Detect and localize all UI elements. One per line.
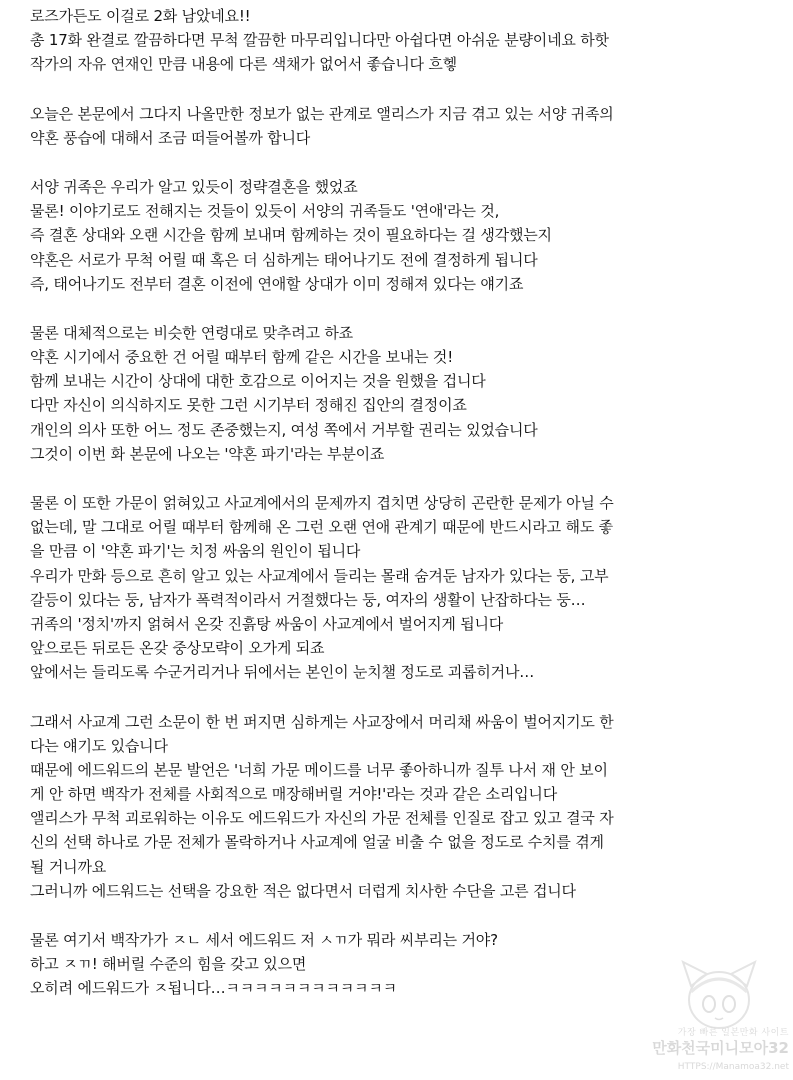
text-line: 귀족의 '정치'까지 얽혀서 온갖 진흙탕 싸움이 사교계에서 벌어지게 됩니다	[30, 614, 504, 633]
text-line: 을 만큼 이 '약혼 파기'는 치정 싸움의 원인이 됩니다	[30, 542, 361, 561]
mascot-girl-icon	[677, 956, 761, 1036]
text-line: 앨리스가 무척 괴로워하는 이유도 에드워드가 자신의 가문 전체를 인질로 잡고 있고 결국 자	[30, 809, 614, 828]
paragraph-engagement-break	[30, 491, 790, 685]
text-line: 즉 결혼 상대와 오랜 시간을 함께 보내며 함께하는 것이 필요하다는 걸 생각했는지	[30, 226, 552, 245]
text-line: 우리가 만화 등으로 흔히 알고 있는 사교계에서 들리는 몰래 숨겨둔 남자가 있다는 둥, 고부	[30, 566, 609, 585]
text-line: 총 17화 완결로 깔끔하다면 무척 깔끔한 마무리입니다만 아쉽다면 아쉬운 분량이네요 하핫	[30, 31, 609, 50]
watermark-tagline: 가장 빠른 일본만화 사이트	[677, 1028, 789, 1038]
text-line: 앞으로든 뒤로든 온갖 중상모략이 오가게 되죠	[30, 639, 325, 658]
text-line: 다는 얘기도 있습니다	[30, 736, 168, 755]
text-line: 때문에 에드워드의 본문 발언은 '너희 가문 메이드를 너무 좋아하니까 질투 나서 재 안 보이	[30, 760, 608, 779]
text-line: 약혼 시기에서 중요한 건 어릴 때부터 함께 같은 시간을 보내는 것!	[30, 348, 454, 367]
text-line: 신의 선택 하나로 가문 전체가 몰락하거나 사교계에 얼굴 비출 수 없을 정도로 수치를 겪게	[30, 833, 604, 852]
text-line: 즉, 태어나기도 전부터 결혼 이전에 연애할 상대가 이미 정해져 있다는 얘기죠	[30, 274, 524, 293]
text-line: 함께 보내는 시간이 상대에 대한 호감으로 이어지는 것을 원했을 겁니다	[30, 372, 486, 391]
text-line: 서양 귀족은 우리가 알고 있듯이 정략결혼을 했었죠	[30, 177, 358, 196]
site-watermark	[649, 956, 789, 1076]
text-line: 갈등이 있다는 둥, 남자가 폭력적이라서 거절했다는 둥, 여자의 생활이 난잡하다는 둥…	[30, 590, 586, 609]
text-line: 물론 여기서 백작가가 ㅈㄴ 세서 에드워드 저 ㅅㄲ가 뭐라 씨부리는 거야?	[30, 931, 498, 949]
paragraph-intro	[30, 4, 790, 77]
text-line: 약혼은 서로가 무척 어릴 때 혹은 더 심하게는 태어나기도 전에 결정하게 됩니다	[30, 250, 538, 269]
text-line: 될 거니까요	[30, 857, 107, 876]
text-line: 약혼 풍습에 대해서 조금 떠들어볼까 합니다	[30, 128, 311, 147]
text-line: 그래서 사교계 그런 소문이 한 번 퍼지면 심하게는 사교장에서 머리채 싸움이 벌어지기도 한	[30, 712, 614, 731]
text-line: 개인의 의사 또한 어느 정도 존중했는지, 여성 쪽에서 거부할 권리는 있었습니다	[30, 420, 538, 439]
text-line: 오히려 에드워드가 ㅈ됩니다…ㅋㅋㅋㅋㅋㅋㅋㅋㅋㅋㅋㅋ	[30, 979, 397, 998]
text-line: 없는데, 말 그대로 어릴 때부터 함께해 온 그런 오랜 연애 관계기 때문에 반드시라고 해도 좋	[30, 518, 613, 537]
text-line: 물론! 이야기로도 전해지는 것들이 있듯이 서양의 귀족들도 '연애'라는 것,	[30, 202, 500, 221]
paragraph-topic	[30, 102, 790, 150]
text-line: 로즈가든도 이걸로 2화 남았네요!!	[30, 7, 251, 25]
text-line: 게 안 하면 백작가 전체를 사회적으로 매장해버릴 거야!'라는 것과 같은 소리입니다	[30, 785, 557, 804]
text-line: 다만 자신이 의식하지도 못한 그런 시기부터 정해진 집안의 결정이죠	[30, 396, 467, 415]
text-line: 물론 대체적으로는 비슷한 연령대로 맞추려고 하죠	[30, 323, 353, 342]
paragraph-rumors	[30, 710, 790, 904]
text-line: 오늘은 본문에서 그다지 나올만한 정보가 없는 관계로 앨리스가 지금 겪고 있는 서양 귀족의	[30, 104, 614, 123]
watermark-site-name: 만화천국미니모아32	[652, 1039, 789, 1057]
text-line: 앞에서는 들리도록 수군거리거나 뒤에서는 본인이 눈치챌 정도로 괴롭히거나…	[30, 663, 535, 682]
text-line: 작가의 자유 연재인 만큼 내용에 다른 색채가 없어서 좋습니다 흐헿	[30, 55, 457, 74]
text-line: 물론 이 또한 가문이 얽혀있고 사교계에서의 문제까지 겹치면 상당히 곤란한 문제가 아닐 수	[30, 494, 614, 512]
watermark-url: HTTPS://Manamoa32.net	[677, 1062, 789, 1072]
text-line: 그러니까 에드워드는 선택을 강요한 적은 없다면서 더럽게 치사한 수단을 고른 겁니다	[30, 881, 576, 900]
paragraph-engagement-age	[30, 321, 790, 466]
document-body	[30, 4, 790, 1026]
text-line: 그것이 이번 화 본문에 나오는 '약혼 파기'라는 부분이죠	[30, 444, 385, 463]
paragraph-arranged-marriage	[30, 175, 790, 296]
text-line: 하고 ㅈㄲ! 해버릴 수준의 힘을 갖고 있으면	[30, 955, 307, 974]
